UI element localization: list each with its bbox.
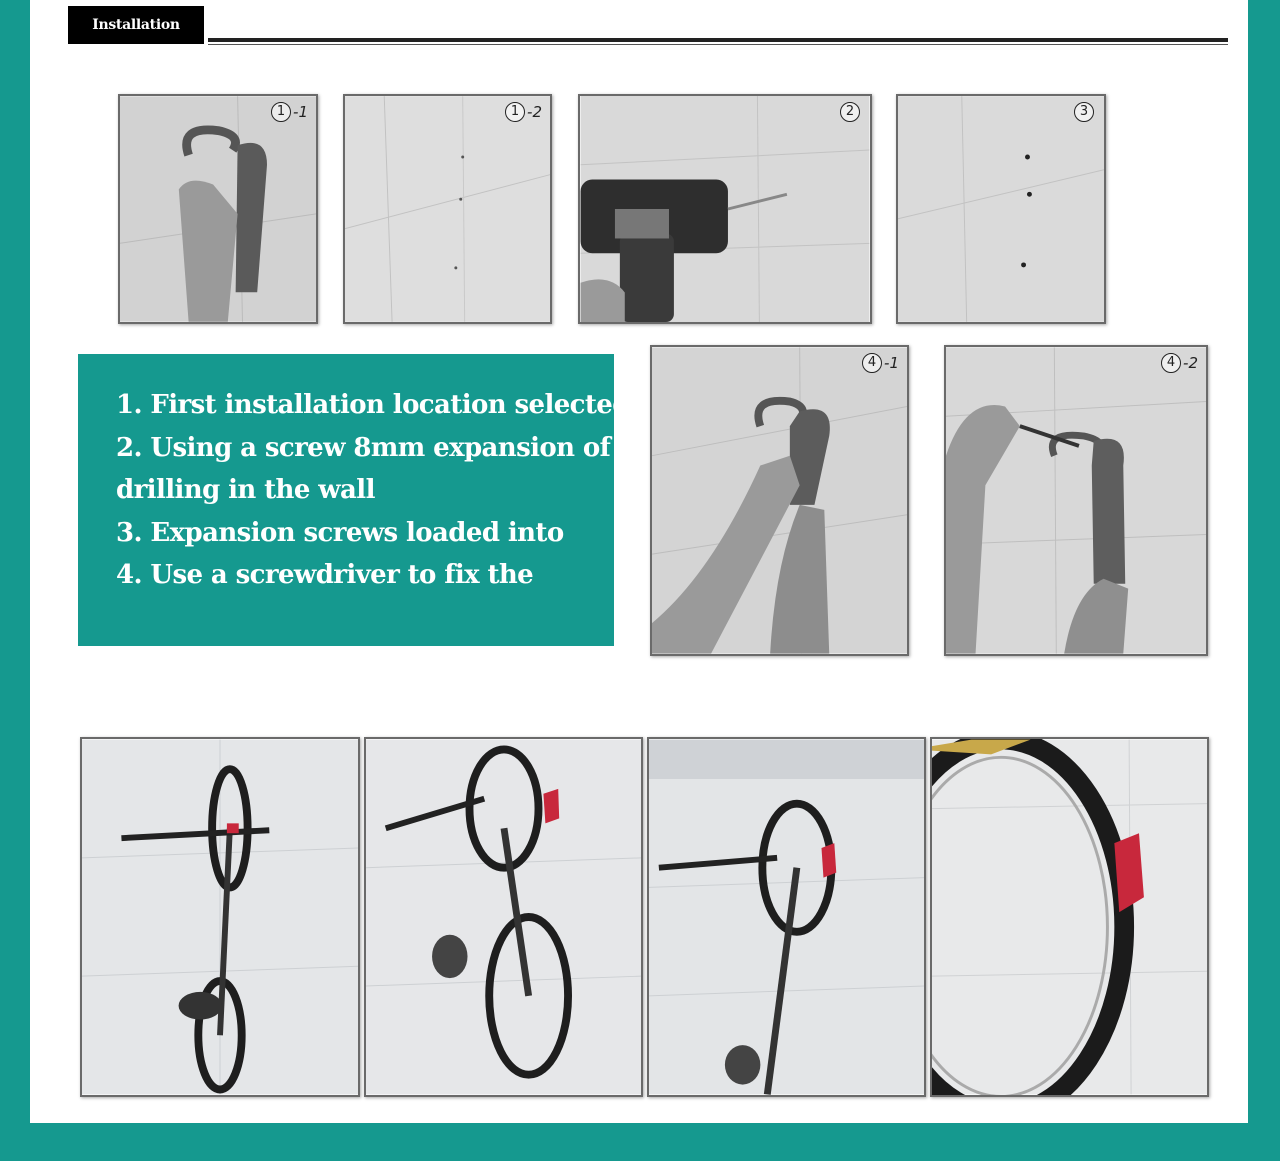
step-photo-2 — [578, 94, 872, 324]
step-photo-4-1 — [650, 345, 909, 656]
header-rule-thin — [208, 44, 1228, 45]
screwdriver-fixing-photo — [946, 347, 1206, 654]
step-photo-4-2 — [944, 345, 1208, 656]
hook-placement-photo — [120, 96, 316, 322]
hanging-bike-photo-4 — [930, 737, 1209, 1097]
step-label-3: 3 — [1074, 102, 1096, 122]
step-photo-3 — [896, 94, 1106, 324]
step-label-2: 2 — [840, 102, 862, 122]
drilled-holes-photo — [898, 96, 1104, 322]
marked-wall-photo — [345, 96, 550, 322]
step-photo-1-2 — [343, 94, 552, 324]
instruction-line: 2. Using a screw 8mm expansion of — [116, 432, 611, 463]
step-label-4-2: 4 -2 — [1161, 353, 1198, 373]
bike-on-wall-photo — [366, 739, 641, 1095]
hanging-bike-photo-2 — [364, 737, 643, 1097]
instruction-line: 4. Use a screwdriver to fix the — [116, 560, 534, 590]
bike-on-wall-photo — [649, 739, 924, 1095]
instruction-line: drilling in the wall — [116, 475, 375, 505]
gallery-page — [30, 0, 1248, 1123]
step-photo-1-1 — [118, 94, 318, 324]
step-label-4-1: 4 -1 — [862, 353, 899, 373]
bike-on-wall-photo — [82, 739, 358, 1095]
wheel-closeup-photo — [932, 739, 1207, 1095]
drilling-photo — [580, 96, 870, 322]
gallery-title-tab: Installation Gallery — [68, 6, 204, 44]
header-rule-thick — [208, 38, 1228, 42]
instructions-panel — [78, 354, 630, 646]
hanging-bike-photo-1 — [80, 737, 360, 1097]
mounting-hook-photo — [652, 347, 907, 654]
hanging-bike-photo-3 — [647, 737, 926, 1097]
step-label-1-2: 1 -2 — [505, 102, 542, 122]
step-label-1-1: 1 -1 — [271, 102, 308, 122]
instruction-line: 3. Expansion screws loaded into — [116, 517, 564, 548]
instruction-line: 1. First installation location selected — [116, 390, 630, 420]
